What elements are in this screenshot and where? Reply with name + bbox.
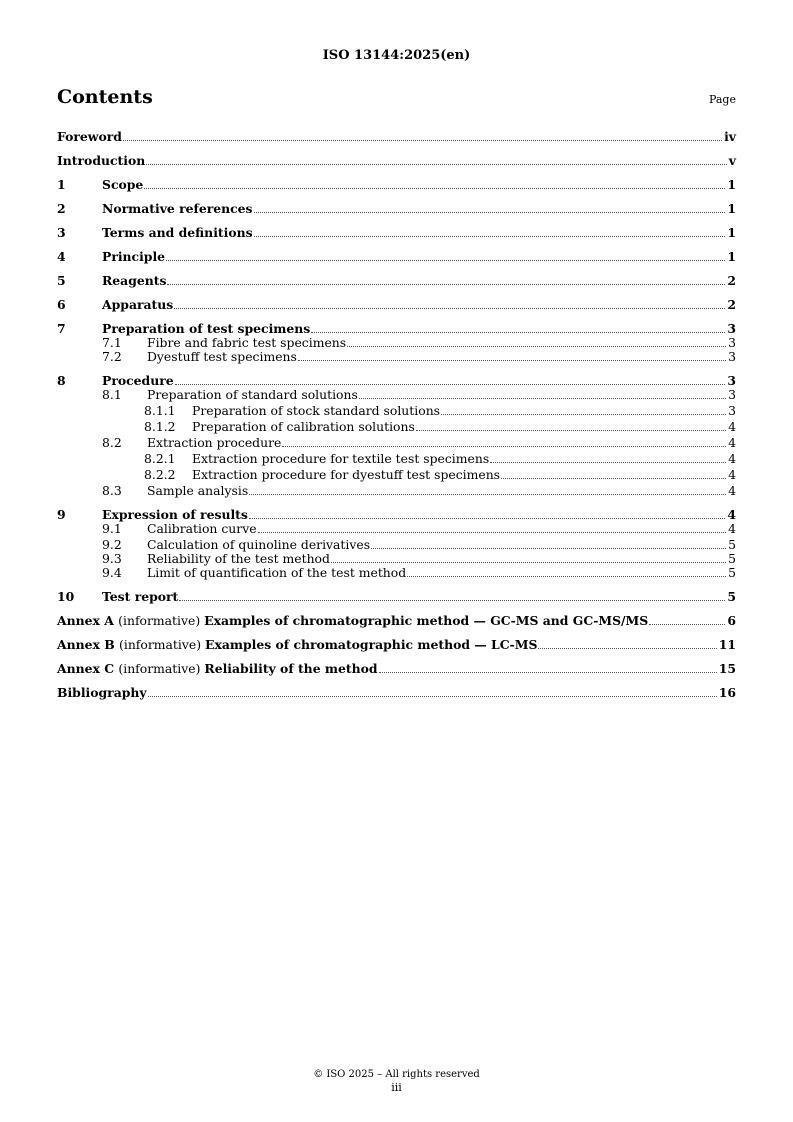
dot-leader — [258, 532, 727, 533]
dot-leader — [416, 430, 726, 431]
toc-entry-title[interactable]: Foreword — [57, 129, 122, 144]
toc-entry-page: 5 — [727, 589, 736, 604]
toc-entry-number: 7 — [57, 321, 66, 336]
toc-entry-title[interactable]: Introduction — [57, 153, 146, 168]
dot-leader — [298, 360, 726, 361]
toc-entry-page: 4 — [728, 483, 736, 498]
toc-entry-number: 7.1 — [102, 335, 122, 350]
toc-entry-title[interactable]: Extraction procedure — [147, 435, 282, 450]
toc-entry-test-report[interactable] — [57, 590, 736, 604]
toc-entry-title[interactable]: Reliability of the test method — [147, 551, 330, 566]
dot-leader — [347, 346, 726, 347]
toc-entry-page: 1 — [727, 177, 736, 192]
toc-entry-page: 6 — [727, 613, 736, 628]
toc-entry-page: 4 — [728, 435, 736, 450]
toc-entry-title[interactable]: Bibliography — [57, 685, 147, 700]
dot-leader — [501, 478, 726, 479]
toc-entry-number: 8.1.1 — [144, 403, 176, 418]
toc-entry-9-2[interactable] — [57, 538, 736, 552]
toc-entry-title[interactable]: Calculation of quinoline derivatives — [147, 537, 371, 552]
dot-leader — [379, 672, 717, 673]
toc-entry-title[interactable]: Preparation of standard solutions — [147, 387, 358, 402]
toc-entry-scope[interactable] — [57, 178, 736, 192]
toc-entry-number: 3 — [57, 225, 66, 240]
toc-entry-annex-a[interactable] — [57, 614, 736, 628]
toc-entry-principle[interactable] — [57, 250, 736, 264]
toc-entry-number: 8.1 — [102, 387, 122, 402]
toc-entry-title[interactable]: Examples of chromatographic method — GC-MS and GC-MS/MS — [204, 613, 649, 628]
toc-entry-page: 5 — [728, 565, 736, 580]
toc-entry-number: 9 — [57, 507, 66, 522]
dot-leader — [649, 624, 725, 625]
document-header: ISO 13144:2025(en) — [322, 48, 471, 63]
dot-leader — [174, 308, 725, 309]
toc-entry-page: 3 — [728, 335, 736, 350]
toc-entry-title[interactable]: Expression of results — [102, 507, 248, 522]
toc-entry-page: 5 — [728, 551, 736, 566]
toc-entry-page: 15 — [718, 661, 736, 676]
toc-entry-annex-c[interactable] — [57, 662, 736, 676]
toc-entry-number: 2 — [57, 201, 66, 216]
toc-entry-page: 16 — [718, 685, 736, 700]
toc-entry-title[interactable]: Normative references — [102, 201, 253, 216]
toc-entry-number: 9.4 — [102, 565, 122, 580]
toc-entry-title[interactable]: Fibre and fabric test specimens — [147, 335, 347, 350]
toc-entry-title[interactable]: Extraction procedure for dyestuff test specimens — [192, 467, 501, 482]
page-number: iii — [391, 1081, 402, 1094]
toc-entry-reagents[interactable] — [57, 274, 736, 288]
toc-entry-expression-of-results[interactable] — [57, 508, 736, 522]
toc-entry-page: 4 — [728, 451, 736, 466]
toc-entry-number: 4 — [57, 249, 66, 264]
toc-entry-title[interactable]: Extraction procedure for textile test specimens — [192, 451, 490, 466]
annex-label: Annex B — [57, 637, 115, 652]
dot-leader — [441, 414, 726, 415]
annex-note: (informative) — [119, 637, 202, 652]
toc-entry-page: 4 — [728, 467, 736, 482]
toc-entry-introduction[interactable] — [57, 154, 736, 168]
toc-entry-page: 2 — [727, 297, 736, 312]
toc-entry-number: 9.2 — [102, 537, 122, 552]
dot-leader — [359, 398, 726, 399]
toc-entry-8-1-1[interactable] — [57, 404, 736, 418]
dot-leader — [148, 696, 717, 697]
annex-note: (informative) — [118, 661, 201, 676]
toc-entry-title[interactable]: Reagents — [102, 273, 167, 288]
toc-entry-apparatus[interactable] — [57, 298, 736, 312]
dot-leader — [166, 260, 725, 261]
toc-entry-page: 4 — [728, 521, 736, 536]
toc-entry-title[interactable]: Preparation of test specimens — [102, 321, 311, 336]
toc-entry-9-3[interactable] — [57, 552, 736, 566]
contents-title-row — [57, 86, 736, 108]
toc-entry-8-2-1[interactable] — [57, 452, 736, 466]
toc-entry-7-2[interactable] — [57, 350, 736, 364]
toc-entry-title[interactable]: Terms and definitions — [102, 225, 253, 240]
toc-entry-8-1-2[interactable] — [57, 420, 736, 434]
toc-entry-page: 3 — [728, 403, 736, 418]
toc-entry-number: 1 — [57, 177, 66, 192]
toc-entry-9-4[interactable] — [57, 566, 736, 580]
toc-entry-number: 8.2 — [102, 435, 122, 450]
toc-entry-number: 8.3 — [102, 483, 122, 498]
toc-entry-page: 11 — [718, 637, 736, 652]
toc-entry-number: 8.1.2 — [144, 419, 176, 434]
toc-entry-title[interactable]: Preparation of calibration solutions — [192, 419, 415, 434]
toc-entry-title[interactable]: Test report — [102, 589, 179, 604]
toc-entry-number: 7.2 — [102, 349, 122, 364]
toc-entry-bibliography[interactable] — [57, 686, 736, 700]
toc-entry-number — [57, 614, 200, 628]
dot-leader — [175, 384, 726, 385]
toc-entry-number — [57, 662, 200, 676]
toc-entry-title[interactable]: Apparatus — [102, 297, 174, 312]
toc-entry-title[interactable]: Scope — [102, 177, 144, 192]
dot-leader — [311, 332, 725, 333]
dot-leader — [538, 648, 716, 649]
toc-entry-page: 3 — [727, 373, 736, 388]
toc-entry-page: 1 — [727, 249, 736, 264]
toc-entry-number: 5 — [57, 273, 66, 288]
toc-entry-number: 8 — [57, 373, 66, 388]
toc-entry-number — [57, 638, 201, 652]
toc-entry-number: 6 — [57, 297, 66, 312]
toc-entry-page: 1 — [727, 225, 736, 240]
toc-entry-title[interactable]: Procedure — [102, 373, 174, 388]
toc-entry-8-2[interactable] — [57, 436, 736, 450]
toc-entry-normative-references[interactable] — [57, 202, 736, 216]
toc-entry-terms-and-definitions[interactable] — [57, 226, 736, 240]
annex-label: Annex C — [57, 661, 115, 676]
toc-entry-page: 5 — [728, 537, 736, 552]
toc-entry-number: 9.3 — [102, 551, 122, 566]
toc-entry-8-2-2[interactable] — [57, 468, 736, 482]
toc-entry-title[interactable]: Examples of chromatographic method — LC-MS — [205, 637, 538, 652]
toc-entry-page: 4 — [727, 507, 736, 522]
dot-leader — [254, 236, 726, 237]
page-footer — [0, 1068, 793, 1094]
toc-entry-9-1[interactable] — [57, 522, 736, 536]
toc-entry-8-3[interactable] — [57, 484, 736, 498]
toc-entry-title[interactable]: Reliability of the method — [204, 661, 378, 676]
dot-leader — [254, 212, 726, 213]
dot-leader — [490, 462, 726, 463]
toc-entry-number: 10 — [57, 589, 75, 604]
toc-entry-page: 4 — [728, 419, 736, 434]
page-column-label: Page — [708, 93, 736, 106]
toc-entry-title[interactable]: Sample analysis — [147, 483, 249, 498]
dot-leader — [167, 284, 725, 285]
dot-leader — [249, 494, 726, 495]
toc-entry-title[interactable]: Principle — [102, 249, 166, 264]
toc-entry-page: 3 — [728, 349, 736, 364]
toc-entry-number: 9.1 — [102, 521, 122, 536]
toc-entry-page: v — [728, 153, 736, 168]
toc-entry-number: 8.2.1 — [144, 451, 176, 466]
dot-leader — [179, 600, 725, 601]
toc-entry-page: 2 — [727, 273, 736, 288]
toc-entry-preparation-of-test-specimens[interactable] — [57, 322, 736, 336]
annex-label: Annex A — [57, 613, 114, 628]
toc-entry-title[interactable]: Limit of quantification of the test method — [147, 565, 407, 580]
dot-leader — [249, 518, 726, 519]
table-of-contents — [57, 130, 736, 700]
dot-leader — [146, 164, 727, 165]
toc-entry-number: 8.2.2 — [144, 467, 176, 482]
toc-entry-page: 3 — [728, 387, 736, 402]
dot-leader — [123, 140, 722, 141]
toc-entry-title[interactable]: Calibration curve — [147, 521, 257, 536]
annex-note: (informative) — [118, 613, 201, 628]
toc-entry-procedure[interactable] — [57, 374, 736, 388]
copyright-notice: © ISO 2025 – All rights reserved — [313, 1069, 480, 1080]
toc-entry-page: 3 — [727, 321, 736, 336]
toc-entry-page: iv — [724, 129, 736, 144]
dot-leader — [144, 188, 725, 189]
dot-leader — [407, 576, 726, 577]
toc-entry-7-1[interactable] — [57, 336, 736, 350]
toc-entry-title[interactable]: Dyestuff test specimens — [147, 349, 297, 364]
toc-entry-annex-b[interactable] — [57, 638, 736, 652]
page-title: Contents — [57, 86, 153, 108]
dot-leader — [282, 446, 726, 447]
dot-leader — [371, 548, 726, 549]
toc-entry-title[interactable]: Preparation of stock standard solutions — [192, 403, 441, 418]
toc-entry-8-1[interactable] — [57, 388, 736, 402]
toc-entry-page: 1 — [727, 201, 736, 216]
dot-leader — [331, 562, 726, 563]
toc-entry-foreword[interactable] — [57, 130, 736, 144]
